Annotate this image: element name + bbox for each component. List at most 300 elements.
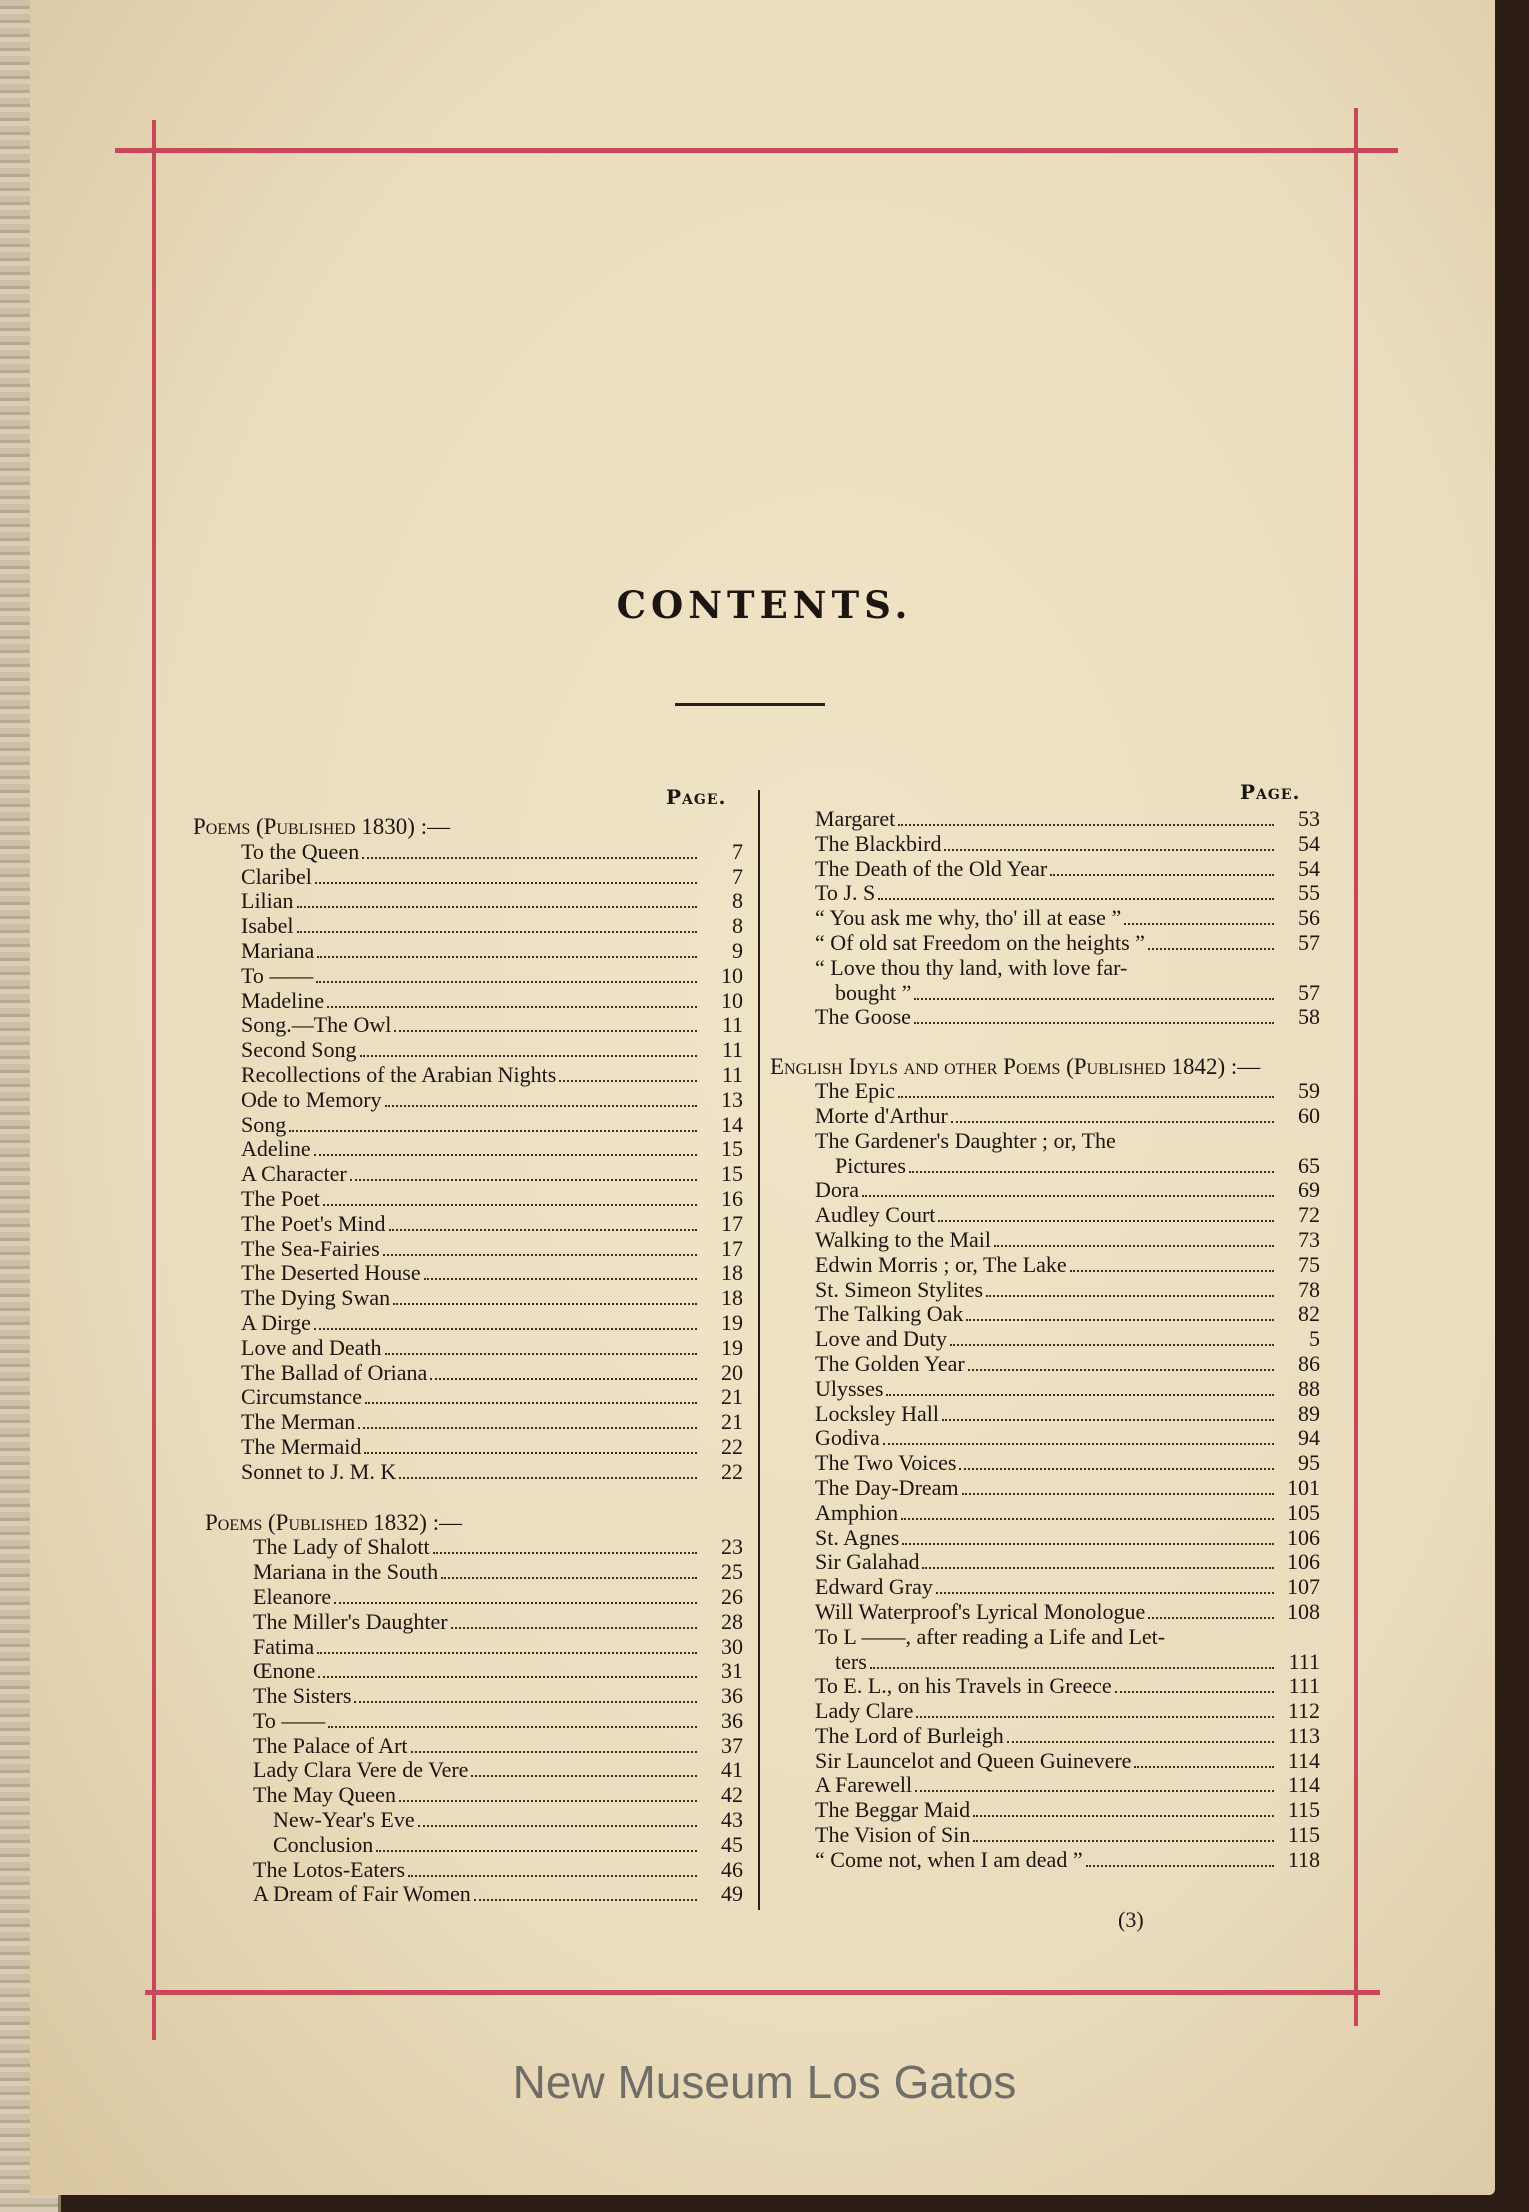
toc-entry [815,1203,1320,1228]
toc-entry-title: Lilian [241,888,294,914]
toc-entry-title: “ You ask me why, tho' ill at ease ” [815,905,1122,931]
toc-entry [241,1212,743,1237]
toc-leader-dots [362,857,697,859]
toc-leader-dots [297,906,697,908]
toc-entry [815,1104,1320,1129]
toc-entry-page: 86 [1298,1350,1320,1376]
toc-entry-page: 59 [1298,1078,1320,1104]
toc-entry-page: 21 [721,1384,743,1410]
toc-entry-title: To J. S [815,880,876,906]
toc-leader-dots [968,1369,1274,1371]
toc-leader-dots [327,1006,697,1008]
toc-entry-page: 10 [721,987,743,1013]
toc-entry [241,939,743,964]
toc-entry-title: A Dream of Fair Women [253,1881,471,1907]
toc-leader-dots [959,1468,1274,1470]
toc-entry-title: Ulysses [815,1375,884,1401]
toc-entry [815,1650,1320,1675]
toc-entry-title: A Farewell [815,1772,913,1798]
contents-left-column [193,815,743,1907]
toc-leader-dots [1148,1617,1274,1619]
toc-entry [241,1038,743,1063]
toc-leader-dots [394,1030,697,1032]
toc-entry-page: 13 [721,1086,743,1112]
page-column-label-left: Page. [666,785,727,809]
toc-leader-dots [418,1825,697,1827]
toc-entry [815,1749,1320,1774]
toc-entry [253,1882,743,1907]
toc-entry [815,1575,1320,1600]
toc-leader-dots [399,1477,697,1479]
frame-rule-bottom [145,1990,1380,1995]
toc-entry [241,1237,743,1262]
toc-entry-page: 105 [1287,1499,1320,1525]
toc-entry-page: 25 [721,1559,743,1585]
column-divider [758,790,760,1910]
toc-entry-page: 111 [1288,1673,1320,1699]
toc-entry [241,1013,743,1038]
toc-entry-page: 49 [721,1881,743,1907]
toc-entry [815,1848,1320,1873]
toc-leader-dots [862,1195,1274,1197]
page-title: CONTENTS. [616,583,913,627]
toc-leader-dots [973,1815,1274,1817]
toc-leader-dots [385,1105,697,1107]
toc-entry [253,1833,743,1858]
toc-entry-page: 55 [1298,880,1320,906]
toc-entry [815,1674,1320,1699]
toc-entry-title: bought ” [835,979,912,1005]
toc-entry-title: The Deserted House [241,1260,421,1286]
toc-leader-dots [938,1220,1274,1222]
toc-entry-page: 72 [1298,1202,1320,1228]
toc-entry-page: 21 [721,1409,743,1435]
toc-entry-title: The Death of the Old Year [815,855,1048,881]
toc-entry-page: 31 [721,1658,743,1684]
toc-entry [241,1261,743,1286]
toc-entry-title: St. Agnes [815,1524,900,1550]
toc-entry-page: 5 [1309,1326,1320,1352]
section-heading: Poems (Published 1832) :— [205,1509,463,1535]
toc-entry-page: 26 [721,1583,743,1609]
toc-entry-title: To E. L., on his Travels in Greece [815,1673,1112,1699]
toc-entry-page: 94 [1298,1425,1320,1451]
toc-leader-dots [986,1295,1274,1297]
toc-entry-page: 56 [1298,905,1320,931]
toc-entry [815,1327,1320,1352]
toc-entry-title: The Beggar Maid [815,1797,971,1823]
toc-entry-page: 36 [721,1683,743,1709]
toc-entry [815,807,1320,832]
toc-leader-dots [385,1353,698,1355]
page-folio: (3) [1118,1907,1144,1932]
toc-entry-page: 115 [1287,1822,1320,1848]
toc-entry-title: The Lotos-Eaters [253,1856,406,1882]
toc-entry-title: Claribel [241,863,312,889]
toc-entry [241,1063,743,1088]
toc-leader-dots [334,1602,697,1604]
toc-entry-title: The Sea-Fairies [241,1235,380,1261]
toc-entry-title: To —— [253,1707,326,1733]
toc-entry [241,1113,743,1138]
toc-entry-title: The Lady of Shalott [253,1534,430,1560]
toc-leader-dots [314,1328,697,1330]
toc-entry-title: “ Love thou thy land, with love far- [815,954,1128,980]
toc-entry-page: 106 [1287,1524,1320,1550]
toc-leader-dots [898,824,1274,826]
toc-leader-dots [393,1303,697,1305]
toc-entry [815,1129,1320,1154]
toc-leader-dots [1134,1766,1274,1768]
toc-leader-dots [886,1394,1274,1396]
toc-leader-dots [474,1899,697,1901]
toc-leader-dots [360,1055,698,1057]
toc-entry-title: Edward Gray [815,1574,933,1600]
toc-entry-page: 17 [721,1210,743,1236]
toc-entry [241,1385,743,1410]
toc-leader-dots [358,1427,697,1429]
toc-entry-page: 7 [732,838,743,864]
toc-leader-dots [1050,874,1274,876]
toc-entry [241,1435,743,1460]
toc-entry-page: 20 [721,1359,743,1385]
toc-leader-dots [1086,1865,1274,1867]
toc-leader-dots [297,931,697,933]
toc-entry-page: 28 [721,1608,743,1634]
toc-entry [815,1178,1320,1203]
watermark: New Museum Los Gatos [512,2056,1017,2108]
toc-leader-dots [922,1567,1274,1569]
toc-entry-title: The Lord of Burleigh [815,1722,1004,1748]
toc-entry [253,1858,743,1883]
toc-entry-page: 19 [721,1309,743,1335]
title-rule [675,703,825,706]
toc-entry-title: Margaret [815,806,896,831]
toc-entry-page: 17 [721,1235,743,1261]
toc-entry-title: To the Queen [241,838,360,864]
toc-entry-page: 58 [1298,1004,1320,1030]
toc-leader-dots [909,1171,1274,1173]
toc-entry [253,1610,743,1635]
toc-entry-page: 118 [1287,1846,1320,1872]
toc-entry [815,1278,1320,1303]
toc-leader-dots [902,1543,1274,1545]
toc-entry-page: 15 [721,1161,743,1187]
toc-entry-page: 107 [1287,1574,1320,1600]
toc-leader-dots [994,1245,1274,1247]
toc-entry-page: 11 [721,1037,743,1063]
toc-entry-title: Recollections of the Arabian Nights [241,1061,557,1087]
toc-entry-page: 57 [1298,929,1320,955]
toc-entry [815,1798,1320,1823]
toc-entry-page: 108 [1287,1598,1320,1624]
toc-entry-title: Second Song [241,1037,357,1063]
toc-leader-dots [430,1378,697,1380]
toc-leader-dots [870,1667,1274,1669]
toc-entry [815,956,1320,981]
toc-leader-dots [399,1800,697,1802]
toc-entry [253,1535,743,1560]
toc-entry-title: Locksley Hall [815,1400,940,1426]
toc-entry-page: 19 [721,1334,743,1360]
toc-entry [241,964,743,989]
toc-entry-page: 53 [1298,806,1320,831]
page-column-label-right: Page. [1240,780,1301,804]
toc-entry-title: “ Come not, when I am dead ” [815,1846,1083,1872]
contents-right-column [770,807,1320,1873]
toc-leader-dots [317,1652,697,1654]
toc-entry-title: To —— [241,962,314,988]
toc-entry [241,1162,743,1187]
toc-entry-page: 106 [1287,1549,1320,1575]
toc-leader-dots [914,998,1274,1000]
toc-entry-page: 11 [721,1061,743,1087]
toc-entry [815,1426,1320,1451]
toc-entry-page: 14 [721,1111,743,1137]
toc-entry-page: 114 [1287,1747,1320,1773]
toc-leader-dots [354,1701,697,1703]
toc-entry-title: Dora [815,1177,859,1203]
toc-entry [815,1526,1320,1551]
toc-entry-title: The Poet's Mind [241,1210,386,1236]
toc-entry-page: 30 [721,1633,743,1659]
toc-entry [815,1377,1320,1402]
toc-entry-title: The Golden Year [815,1350,965,1376]
toc-entry-title: The May Queen [253,1782,396,1808]
toc-leader-dots [915,1790,1274,1792]
toc-leader-dots [289,1130,697,1132]
toc-entry-title: Sir Launcelot and Queen Guinevere [815,1747,1132,1773]
toc-entry-page: 114 [1287,1772,1320,1798]
toc-leader-dots [433,1552,697,1554]
toc-entry-page: 9 [732,937,743,963]
toc-entry-page: 36 [721,1707,743,1733]
toc-entry [241,1286,743,1311]
toc-entry [241,989,743,1014]
toc-entry [815,1079,1320,1104]
toc-entry [253,1709,743,1734]
toc-leader-dots [901,1518,1274,1520]
toc-entry-title: To L ——, after reading a Life and Let- [815,1623,1166,1649]
frame-rule-right [1354,108,1358,2026]
toc-entry [253,1684,743,1709]
toc-entry-title: Godiva [815,1425,880,1451]
toc-entry-title: The Goose [815,1004,911,1030]
toc-entry [253,1734,743,1759]
toc-entry-title: The Palace of Art [253,1732,408,1758]
toc-entry-title: Isabel [241,913,294,939]
toc-entry [241,840,743,865]
toc-entry [815,1699,1320,1724]
toc-entry-page: 18 [721,1260,743,1286]
toc-leader-dots [942,1419,1274,1421]
toc-entry [241,1137,743,1162]
section-heading: Poems (Published 1830) :— [193,814,451,839]
toc-entry [815,1724,1320,1749]
toc-leader-dots [950,1344,1274,1346]
toc-leader-dots [1124,923,1274,925]
toc-entry-title: The Vision of Sin [815,1822,971,1848]
toc-entry-title: Morte d'Arthur [815,1102,948,1128]
toc-entry-title: The Ballad of Oriana [241,1359,428,1385]
toc-leader-dots [350,1179,697,1181]
toc-entry-page: 112 [1287,1698,1320,1724]
toc-entry-title: Walking to the Mail [815,1226,992,1252]
toc-entry [815,1451,1320,1476]
toc-leader-dots [559,1080,697,1082]
show-through-text [230,200,1330,800]
toc-entry [815,1253,1320,1278]
toc-entry-title: The Mermaid [241,1433,362,1459]
toc-entry-title: The Merman [241,1409,356,1435]
toc-entry-page: 45 [721,1831,743,1857]
toc-leader-dots [1115,1691,1274,1693]
toc-entry [241,914,743,939]
toc-leader-dots [318,1676,697,1678]
toc-entry-page: 89 [1298,1400,1320,1426]
toc-entry-page: 18 [721,1285,743,1311]
toc-entry-page: 73 [1298,1226,1320,1252]
toc-leader-dots [973,1840,1274,1842]
frame-rule-left [152,120,156,2040]
toc-leader-dots [411,1751,697,1753]
toc-leader-dots [936,1592,1274,1594]
toc-leader-dots [376,1850,697,1852]
toc-entry [815,1302,1320,1327]
toc-leader-dots [1148,948,1274,950]
toc-entry-title: The Gardener's Daughter ; or, The [815,1127,1116,1153]
toc-entry [241,889,743,914]
toc-entry [815,1476,1320,1501]
toc-entry-page: 23 [721,1534,743,1560]
toc-entry-page: 10 [721,962,743,988]
toc-entry-page: 111 [1288,1648,1320,1674]
toc-entry [253,1758,743,1783]
toc-entry-page: 69 [1298,1177,1320,1203]
toc-entry [815,1228,1320,1253]
toc-leader-dots [314,1154,697,1156]
toc-entry-page: 7 [732,863,743,889]
toc-leader-dots [451,1627,697,1629]
toc-entry [815,931,1320,956]
toc-entry [253,1808,743,1833]
toc-entry-title: Eleanore [253,1583,332,1609]
toc-entry-title: The Sisters [253,1683,352,1709]
toc-leader-dots [383,1254,697,1256]
toc-leader-dots [914,1022,1274,1024]
toc-entry [815,857,1320,882]
toc-entry-title: Love and Death [241,1334,382,1360]
toc-entry-title: New-Year's Eve [273,1807,415,1833]
toc-entry-page: 65 [1298,1152,1320,1178]
toc-entry-page: 11 [721,1012,743,1038]
toc-leader-dots [317,956,697,958]
toc-entry-title: Ode to Memory [241,1086,382,1112]
toc-entry-page: 54 [1298,855,1320,881]
toc-entry-page: 43 [721,1807,743,1833]
toc-entry [241,1460,743,1485]
toc-entry [815,832,1320,857]
toc-entry-title: Will Waterproof's Lyrical Monologue [815,1598,1146,1624]
toc-leader-dots [408,1875,697,1877]
toc-leader-dots [951,1121,1274,1123]
toc-entry-page: 82 [1298,1301,1320,1327]
toc-entry-page: 78 [1298,1276,1320,1302]
toc-entry-page: 88 [1298,1375,1320,1401]
toc-entry-page: 41 [721,1757,743,1783]
toc-entry-title: The Epic [815,1078,896,1104]
toc-entry-title: ters [835,1648,867,1674]
toc-leader-dots [316,981,697,983]
toc-entry-title: Pictures [835,1152,906,1178]
toc-entry [253,1585,743,1610]
toc-entry [815,1402,1320,1427]
toc-leader-dots [916,1716,1274,1718]
toc-entry [815,981,1320,1006]
toc-entry-title: The Blackbird [815,830,942,856]
toc-leader-dots [944,849,1274,851]
toc-leader-dots [364,1452,697,1454]
toc-leader-dots [966,1319,1274,1321]
toc-entry-title: Song [241,1111,287,1137]
toc-entry-title: Circumstance [241,1384,362,1410]
toc-entry-title: Edwin Morris ; or, The Lake [815,1251,1067,1277]
toc-entry [241,1187,743,1212]
toc-entry [241,1410,743,1435]
toc-entry-title: Adeline [241,1136,311,1162]
toc-entry-title: The Talking Oak [815,1301,964,1327]
toc-entry-page: 113 [1287,1722,1320,1748]
toc-entry [253,1783,743,1808]
frame-rule-top [115,148,1398,153]
toc-entry-title: Lady Clare [815,1698,914,1724]
toc-entry-title: “ Of old sat Freedom on the heights ” [815,929,1145,955]
toc-entry-page: 22 [721,1433,743,1459]
toc-entry-title: Madeline [241,987,325,1013]
toc-entry-page: 42 [721,1782,743,1808]
toc-entry [815,1550,1320,1575]
toc-entry-title: The Two Voices [815,1450,957,1476]
toc-leader-dots [898,1096,1274,1098]
toc-entry [253,1659,743,1684]
toc-entry-title: Lady Clara Vere de Vere [253,1757,469,1783]
toc-entry-page: 15 [721,1136,743,1162]
toc-entry [815,1154,1320,1179]
toc-entry-title: Song.—The Owl [241,1012,392,1038]
toc-leader-dots [878,898,1274,900]
toc-entry-page: 8 [732,888,743,914]
toc-entry [815,1352,1320,1377]
toc-entry-title: St. Simeon Stylites [815,1276,984,1302]
toc-entry-page: 16 [721,1185,743,1211]
toc-entry-title: Conclusion [273,1831,374,1857]
toc-entry-title: Fatima [253,1633,315,1659]
toc-entry-page: 54 [1298,830,1320,856]
toc-entry-title: A Dirge [241,1309,311,1335]
toc-entry [241,1336,743,1361]
toc-entry [241,865,743,890]
toc-entry-title: The Day-Dream [815,1474,959,1500]
toc-leader-dots [365,1402,697,1404]
toc-entry-page: 101 [1287,1474,1320,1500]
section-heading: English Idyls and other Poems (Published 1842) :— [770,1054,1261,1080]
toc-entry-title: Œnone [253,1658,316,1684]
toc-entry-title: A Character [241,1161,347,1187]
toc-leader-dots [1070,1270,1274,1272]
toc-leader-dots [424,1278,697,1280]
toc-leader-dots [315,882,697,884]
toc-entry [253,1560,743,1585]
